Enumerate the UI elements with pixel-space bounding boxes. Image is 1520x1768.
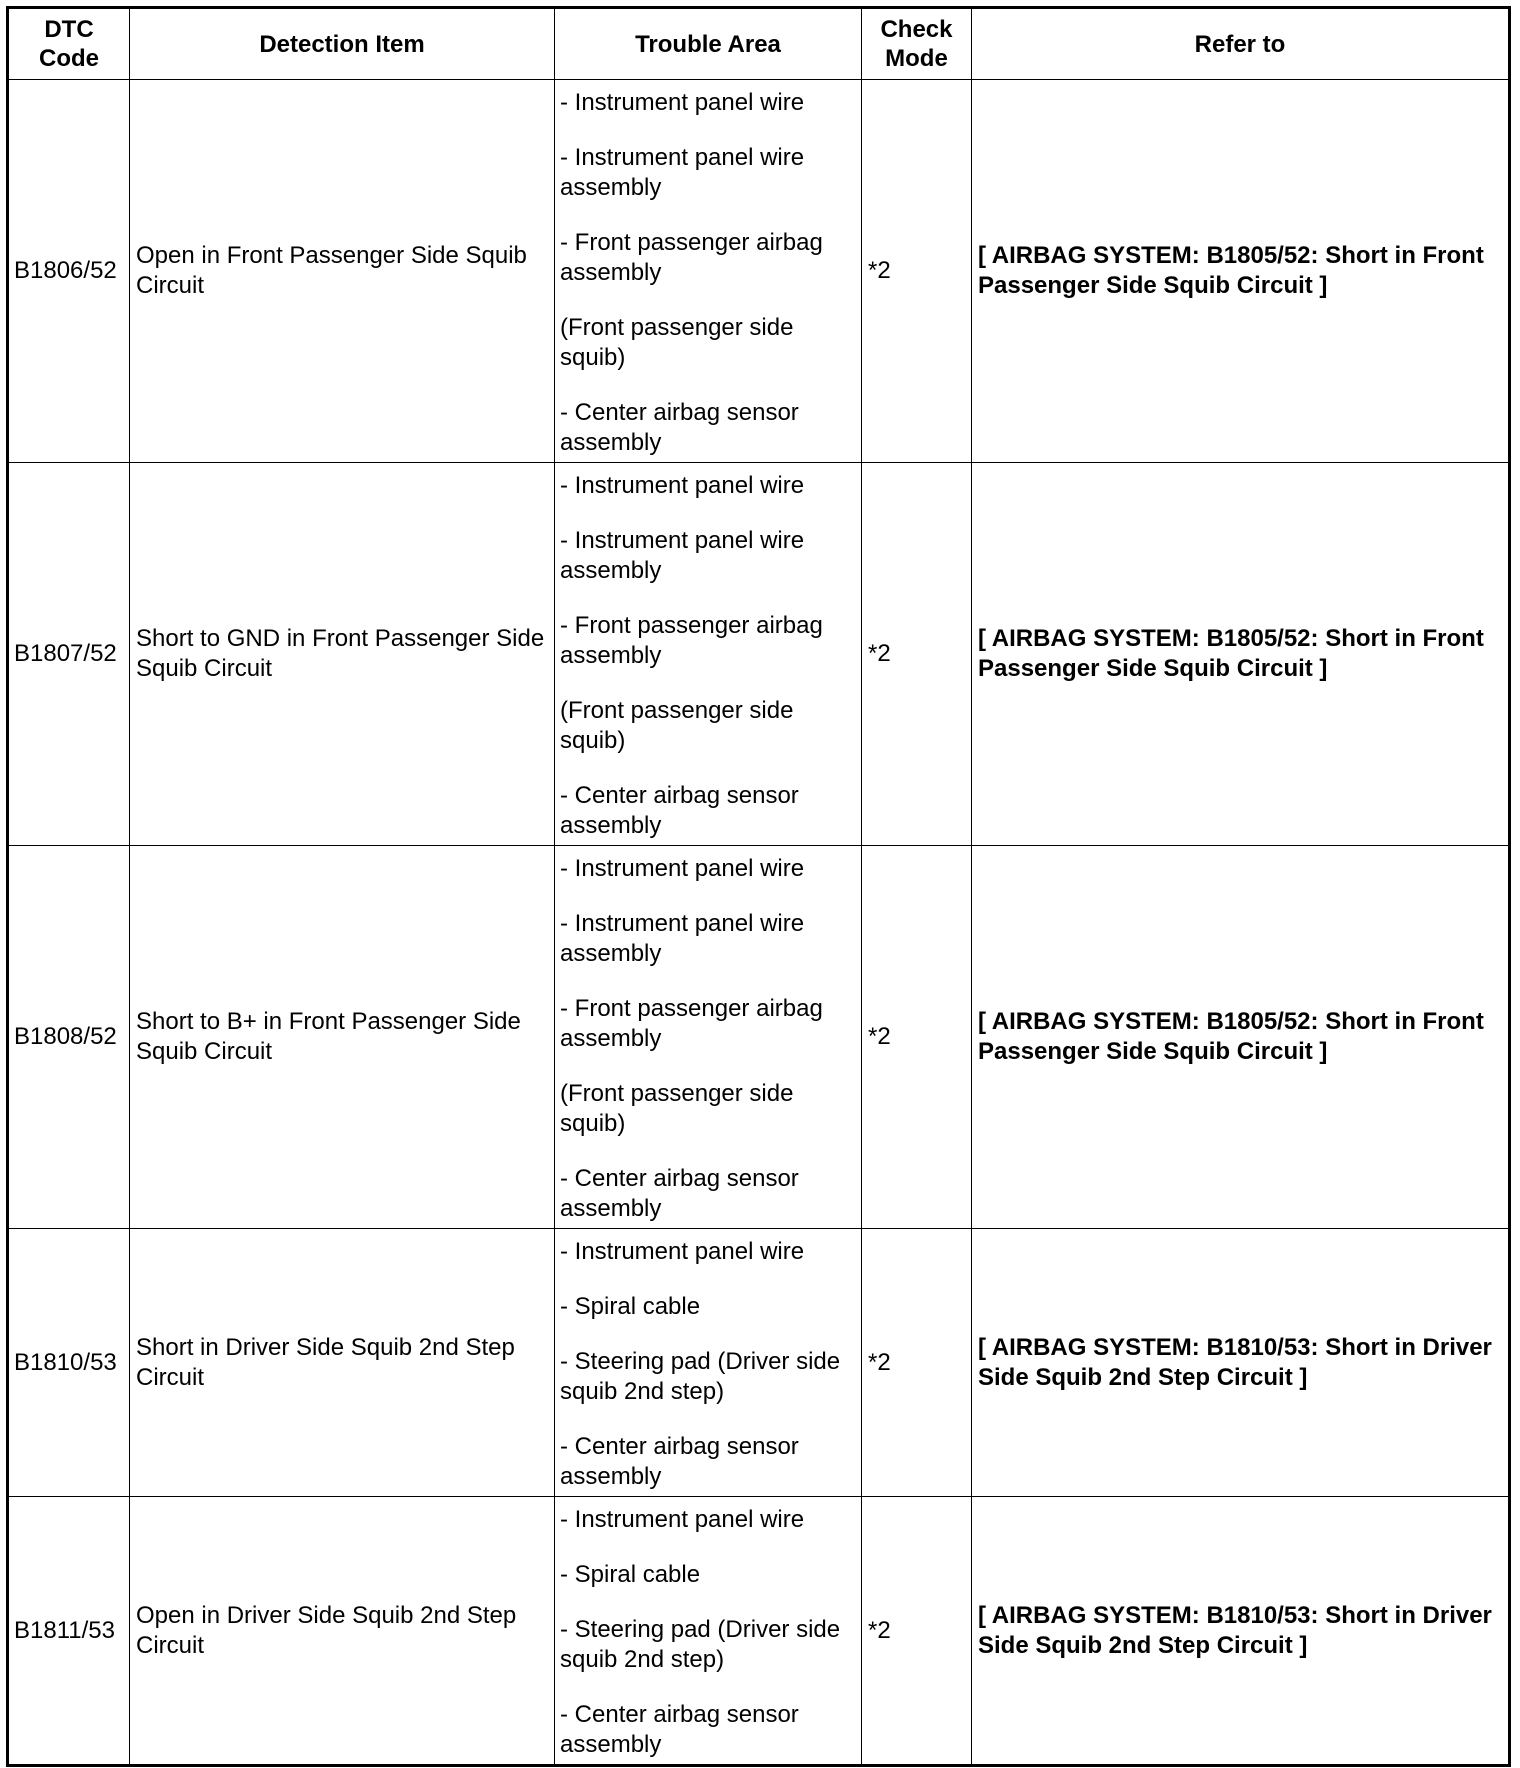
table-header-row bbox=[8, 8, 1510, 80]
header-check-mode: Check Mode bbox=[862, 8, 972, 80]
trouble-area-cell bbox=[555, 80, 862, 463]
check-mode-cell: *2 bbox=[862, 1229, 972, 1497]
check-mode-cell: *2 bbox=[862, 846, 972, 1229]
refer-to-link[interactable]: [ AIRBAG SYSTEM: B1810/53: Short in Driver Side Squib 2nd Step Circuit ] bbox=[972, 1497, 1510, 1766]
detection-item-cell: Open in Front Passenger Side Squib Circuit bbox=[130, 80, 555, 463]
check-mode-cell: *2 bbox=[862, 463, 972, 846]
refer-to-link[interactable]: [ AIRBAG SYSTEM: B1805/52: Short in Front Passenger Side Squib Circuit ] bbox=[972, 463, 1510, 846]
detection-item-cell: Short in Driver Side Squib 2nd Step Circuit bbox=[130, 1229, 555, 1497]
dtc-table bbox=[6, 6, 1511, 1767]
trouble-area-item: - Spiral cable bbox=[560, 1293, 701, 1320]
dtc-code-cell: B1808/52 bbox=[8, 846, 130, 1229]
trouble-area-cell bbox=[555, 463, 862, 846]
trouble-area-item: - Instrument panel wire bbox=[560, 472, 805, 499]
trouble-area-item: - Spiral cable bbox=[560, 1561, 701, 1588]
trouble-area-cell bbox=[555, 1229, 862, 1497]
trouble-area-item: - Instrument panel wire bbox=[560, 1238, 805, 1265]
table-row bbox=[8, 463, 1510, 846]
table-row bbox=[8, 1497, 1510, 1766]
table-row bbox=[8, 1229, 1510, 1497]
trouble-area-item: - Center airbag sensor assembly bbox=[560, 782, 799, 839]
trouble-area-cell bbox=[555, 1497, 862, 1766]
trouble-area-item: (Front passenger side squib) bbox=[560, 1080, 794, 1137]
trouble-area-item: - Center airbag sensor assembly bbox=[560, 1433, 799, 1490]
trouble-area-item: - Front passenger airbag assembly bbox=[560, 612, 823, 669]
trouble-area-item: (Front passenger side squib) bbox=[560, 697, 794, 754]
detection-item-cell: Short to B+ in Front Passenger Side Squib Circuit bbox=[130, 846, 555, 1229]
trouble-area-item: - Instrument panel wire bbox=[560, 855, 805, 882]
header-dtc-code: DTC Code bbox=[8, 8, 130, 80]
header-detection-item: Detection Item bbox=[130, 8, 555, 80]
header-refer-to: Refer to bbox=[972, 8, 1510, 80]
header-trouble-area: Trouble Area bbox=[555, 8, 862, 80]
trouble-area-item: - Center airbag sensor assembly bbox=[560, 1701, 799, 1758]
dtc-code-cell: B1807/52 bbox=[8, 463, 130, 846]
trouble-area-item: - Center airbag sensor assembly bbox=[560, 399, 799, 456]
check-mode-cell: *2 bbox=[862, 80, 972, 463]
dtc-code-cell: B1810/53 bbox=[8, 1229, 130, 1497]
trouble-area-item: - Instrument panel wire assembly bbox=[560, 527, 805, 584]
trouble-area-item: - Steering pad (Driver side squib 2nd step) bbox=[560, 1348, 841, 1405]
refer-to-link[interactable]: [ AIRBAG SYSTEM: B1805/52: Short in Front Passenger Side Squib Circuit ] bbox=[972, 846, 1510, 1229]
trouble-area-item: (Front passenger side squib) bbox=[560, 314, 794, 371]
table-row bbox=[8, 80, 1510, 463]
trouble-area-item: - Instrument panel wire assembly bbox=[560, 144, 805, 201]
detection-item-cell: Open in Driver Side Squib 2nd Step Circuit bbox=[130, 1497, 555, 1766]
trouble-area-item: - Instrument panel wire bbox=[560, 1506, 805, 1533]
refer-to-link[interactable]: [ AIRBAG SYSTEM: B1810/53: Short in Driver Side Squib 2nd Step Circuit ] bbox=[972, 1229, 1510, 1497]
trouble-area-cell bbox=[555, 846, 862, 1229]
table-row bbox=[8, 846, 1510, 1229]
trouble-area-item: - Front passenger airbag assembly bbox=[560, 229, 823, 286]
trouble-area-item: - Center airbag sensor assembly bbox=[560, 1165, 799, 1222]
dtc-code-cell: B1806/52 bbox=[8, 80, 130, 463]
trouble-area-item: - Steering pad (Driver side squib 2nd step) bbox=[560, 1616, 841, 1673]
detection-item-cell: Short to GND in Front Passenger Side Squib Circuit bbox=[130, 463, 555, 846]
check-mode-cell: *2 bbox=[862, 1497, 972, 1766]
trouble-area-item: - Instrument panel wire assembly bbox=[560, 910, 805, 967]
trouble-area-item: - Instrument panel wire bbox=[560, 89, 805, 116]
dtc-code-cell: B1811/53 bbox=[8, 1497, 130, 1766]
refer-to-link[interactable]: [ AIRBAG SYSTEM: B1805/52: Short in Front Passenger Side Squib Circuit ] bbox=[972, 80, 1510, 463]
trouble-area-item: - Front passenger airbag assembly bbox=[560, 995, 823, 1052]
